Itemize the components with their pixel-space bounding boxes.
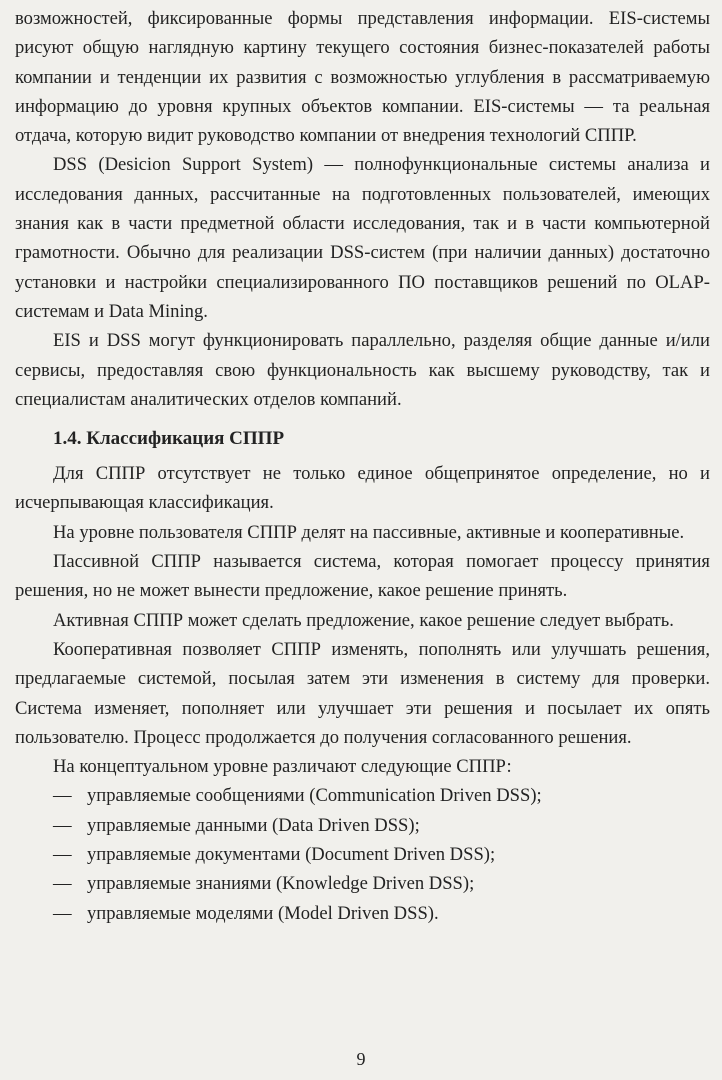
list-item-text: управляемые сообщениями (Communication Driven DSS);	[87, 785, 542, 807]
list-dash: —	[53, 785, 72, 807]
list-item-text: управляемые документами (Document Driven DSS);	[87, 844, 496, 866]
paragraph-user-level: На уровне пользователя СППР делят на пассивные, активные и кооперативные.	[53, 521, 685, 543]
list-dash: —	[53, 902, 72, 924]
paragraph-eis-continuation: возможностей, фиксированные формы представления информации. EIS-системы рисуют общую наглядную картину текущего состояния бизнес-показателей работы компании и тенденции их развития с возможностью углубления в рассматриваемую информацию до уровня крупных объектов компании. EIS-системы — та реальная отдача, которую видит руководство компании от внедрения технологий СППР.	[15, 8, 710, 147]
list-item-text: управляемые знаниями (Knowledge Driven DSS);	[87, 873, 475, 895]
list-item	[53, 840, 710, 869]
paragraph-cooperative: Кооперативная позволяет СППР изменять, пополнять или улучшать решения, предлагаемые системой, посылая затем эти изменения в систему для проверки. Система изменяет, пополняет или улучшает эти решения и посылает их опять пользователю. Процесс продолжается до получения согласованного решения.	[15, 638, 710, 748]
paragraph-passive: Пассивной СППР называется система, которая помогает процессу принятия решения, но не может вынести предложение, какое решение принять.	[15, 551, 710, 602]
paragraph-dss-definition: DSS (Desicion Support System) — полнофункциональные системы анализа и исследования данных, рассчитанные на подготовленных пользователей, имеющих знания как в части предметной области исследования, так и в части компьютерной грамотности. Обычно для реализации DSS-систем (при наличии данных) достаточно установки и настройки специализированного ПО поставщиков решений по OLAP-системам и Data Mining.	[15, 154, 710, 322]
page-number: 9	[356, 1049, 366, 1069]
paragraph-conceptual-level: На концептуальном уровне различают следующие СППР:	[53, 756, 512, 778]
list-dash: —	[53, 873, 72, 895]
list-dash: —	[53, 844, 72, 866]
paragraph-active: Активная СППР может сделать предложение, какое решение следует выбрать.	[53, 609, 674, 631]
list-item	[53, 811, 710, 840]
list-item-text: управляемые данными (Data Driven DSS);	[87, 814, 420, 836]
paragraph-no-definition: Для СППР отсутствует не только единое общепринятое определение, но и исчерпывающая классификация.	[15, 463, 710, 514]
list-item	[53, 899, 710, 928]
list-item	[53, 781, 710, 810]
list-item-text: управляемые моделями (Model Driven DSS).	[87, 902, 439, 924]
list-item	[53, 869, 710, 898]
dss-type-list	[15, 781, 710, 927]
paragraph-eis-dss-parallel: EIS и DSS могут функционировать параллельно, разделяя общие данные и/или сервисы, предоставляя свою функциональность как высшему руководству, так и специалистам аналитических отделов компаний.	[15, 330, 710, 410]
list-dash: —	[53, 814, 72, 836]
section-heading: 1.4. Классификация СППР	[53, 428, 285, 450]
